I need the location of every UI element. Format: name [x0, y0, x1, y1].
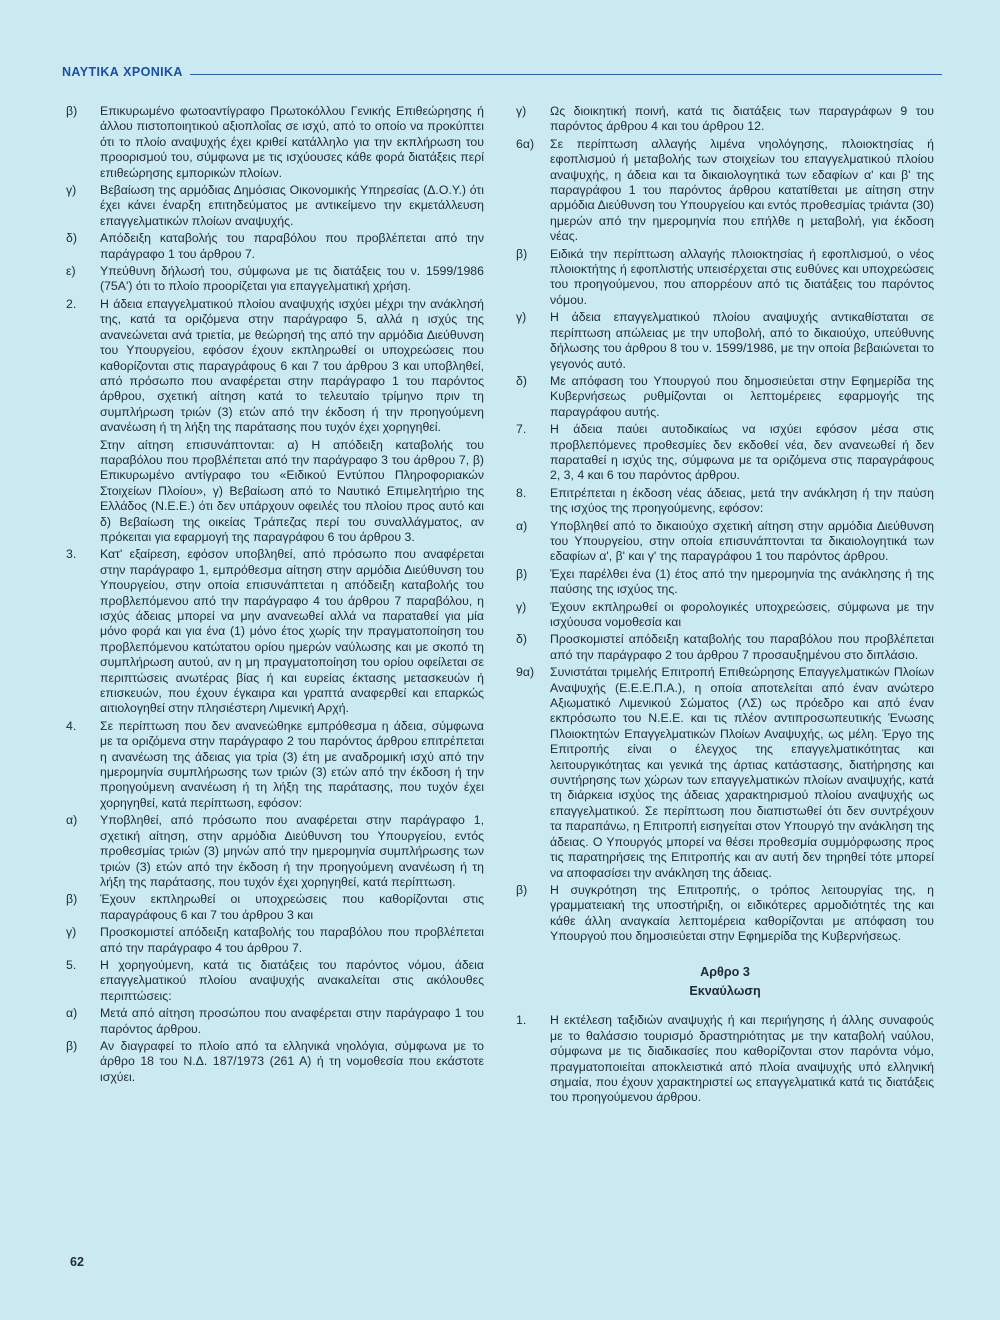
item-text: Υπεύθυνη δήλωσή του, σύμφωνα με τις διατάξεις του ν. 1599/1986 (75Α') ότι το πλοίο προορίζεται για επαγγελματική χρήση. — [100, 264, 484, 294]
paragraph: Στην αίτηση επισυνάπτονται: α) Η απόδειξη καταβολής του παραβόλου που προβλέπεται από την παράγραφο 3 του άρθρου 7, β) Επικυρωμένο αντίγραφο του «Ειδικού Εντύπου Πληροφοριακών Στοιχείων Πλοίου», γ) Βεβαίωση από το Ναυτικό Επιμελητήριο της Ελλάδος (Ν.Ε.Ε.) ότι δεν υπάρχουν οφειλές του πλοίου προς αυτό και δ) Βεβαίωση της οικείας Τράπεζας περί του συναλλάγματος, αν πρόκειται για εφαρμογή της παραγράφου 6 του άρθρου 3. — [100, 437, 484, 544]
item-label: γ) — [516, 104, 527, 118]
item-label: β) — [516, 246, 528, 261]
paragraph — [66, 547, 484, 716]
item-text: Συνιστάται τριμελής Επιτροπή Επιθεώρησης Επαγγελματικών Πλοίων Αναψυχής (Ε.Ε.Ε.Π.Α.), η οποία αποτελείται από έναν ανώτερο Αξιωματικό Λιμενικού Σώματος (ΛΣ) ως πρόεδρο και από έναν εκπρόσωπο του Ν.Ε.Ε. και τις πλέον αντιπροσωπευτικής Ένωσης Πλοιοκτητών Επαγγελματικών Πλοίων Αναψυχής, ως μέλη. Έργο της Επιτροπής είναι ο έλεγχος της επαγγελματικότητας και λειτουργικότητας και γενικά της άρτιας κατάστασης, διατήρησης και συντήρησης των χώρων των επαγγελματικών πλοίων αναψυχής, κατά τη διάρκεια ισχύος της άδειας χαρακτηρισμού πλοίου αναψυχής ως επαγγελματικού. Σε περίπτωση που διαπιστωθεί ότι δεν συντρέχουν τα παραπάνω, η Επιτροπή εισηγείται στον Υπουργό την ανάκληση της άδειας. Ο Υπουργός μπορεί να θέσει προθεσμία συμμόρφωσης προς τις παρατηρήσεις της Επιτροπής και αν αυτή δεν τηρηθεί τότε μπορεί να αποφασίσει την ανάκληση της άδειας. — [550, 665, 934, 880]
paragraph — [66, 813, 484, 890]
paragraph — [516, 883, 934, 945]
paragraph — [516, 104, 934, 135]
paragraph — [66, 1006, 484, 1037]
item-label: 5. — [66, 957, 77, 972]
item-text: Υποβληθεί από το δικαιούχο σχετική αίτηση στην αρμόδια Διεύθυνση του Υπουργείου, στην οποία επισυνάπτονται τα δικαιολογητικά των εδαφίων α', β' και γ' της παραγράφου 1 του παρόντος άρθρου. — [550, 518, 934, 564]
magazine-title: ΝΑΥΤΙΚΑ ΧΡΟΝΙΚΑ — [62, 65, 183, 79]
item-text: Αν διαγραφεί το πλοίο από τα ελληνικά νηολόγια, σύμφωνα με το άρθρο 18 του Ν.Δ. 187/1973 (261 Α) ή τη νομοθεσία που εκάστοτε ισχύει. — [100, 1038, 484, 1084]
item-label: β) — [66, 892, 78, 907]
item-text: Επιτρέπεται η έκδοση νέας άδειας, μετά την ανάκληση ή την παύση της ισχύος της προηγούμενης, εφόσον: — [550, 485, 934, 516]
right-column-top — [516, 104, 934, 945]
paragraph — [516, 665, 934, 881]
item-label: γ) — [66, 925, 77, 940]
item-label: β) — [66, 1038, 78, 1053]
item-label: δ) — [516, 632, 527, 647]
item-text: Η εκτέλεση ταξιδιών αναψυχής ή και περιήγησης ή άλλης συναφούς με το θαλάσσιο τουρισμό δραστηριότητας με την καταβολή ναύλου, σύμφωνα με τις διαδικασίες που καθορίζονται στον παρόντα νόμο, πραγματοποιείται αποκλειστικά από πλοία αναψυχής υπό ελληνική σημαία, που έχουν χαρακτηριστεί ως επαγγελματικά κατά τις διατάξεις του προηγούμενου άρθρου. — [550, 1013, 934, 1105]
item-text: Βεβαίωση της αρμόδιας Δημόσιας Οικονομικής Υπηρεσίας (Δ.Ο.Υ.) ότι έχει κάνει έναρξη επιτηδεύματος με αντικείμενο την εκμετάλλευση επαγγελματικών πλοίων αναψυχής. — [100, 183, 484, 228]
item-label: 9α) — [516, 665, 535, 680]
paragraph — [66, 264, 484, 295]
paragraph — [66, 958, 484, 1004]
paragraph — [66, 297, 484, 436]
paragraph — [516, 247, 934, 309]
item-text: Υποβληθεί, από πρόσωπο που αναφέρεται στην παράγραφο 1, σχετική αίτηση, στην αρμόδια Διεύθυνση του Υπουργείου, εντός προθεσμίας τριών (3) μηνών από την ημερομηνία συμπλήρωσης των τριών (3) ετών από την έκδοση ή την προηγούμενη ανανέωση ή τη λήξη της παράτασης, που τυχόν έχει χορηγηθεί, κατά περίπτωση. — [100, 813, 484, 889]
paragraph — [516, 422, 934, 484]
item-label: ε) — [66, 264, 76, 279]
paragraph — [516, 310, 934, 372]
item-label: 1. — [516, 1013, 527, 1028]
paragraph — [516, 1013, 934, 1105]
item-text: Η άδεια επαγγελματικού πλοίου αναψυχής ισχύει μέχρι την ανάκλησή της, κατά τα οριζόμενα στην παράγραφο 5, αλλά η ισχύς της ανανεώνεται ανά τριετία, με θεώρησή της από την αρμόδια Διεύθυνση του Υπουργείου, εφόσον έχουν εκπληρωθεί οι υποχρεώσεις που καθορίζονται στις παραγράφους 6 και 7 του άρθρου 3 και υποβληθεί, από πρόσωπο που αναφέρεται στην παράγραφο 1 του παρόντος άρθρου, σχετική αίτηση κατά το τελευταίο τρίμηνο πριν τη συμπλήρωση τριών (3) ετών από την έκδοση ή την προηγούμενη ανανέωση ή τη λήξη της παράτασης που τυχόν έχει χορηγηθεί. — [100, 296, 484, 435]
item-text: Επικυρωμένο φωτοαντίγραφο Πρωτοκόλλου Γενικής Επιθεώρησης ή άλλου πιστοποιητικού αξιοπλοΐας σε ισχύ, από το οποίο να προκύπτει ότι το πλοίο αναψυχής έχει κριθεί κατάλληλο για την εκπλήρωση του προορισμού του, σύμφωνα με τις ισχύουσες κάθε φορά διατάξεις περί επιθεώρησης εμπορικών πλοίων. — [100, 104, 484, 180]
item-text: Έχουν εκπληρωθεί οι φορολογικές υποχρεώσεις, σύμφωνα με την ισχύουσα νομοθεσία και — [550, 599, 934, 629]
item-text: Με απόφαση του Υπουργού που δημοσιεύεται στην Εφημερίδα της Κυβερνήσεως ρυθμίζονται οι λεπτομέρειες εφαρμογής της παραγράφου αυτής. — [550, 373, 934, 419]
item-text: Η συγκρότηση της Επιτροπής, ο τρόπος λειτουργίας της, η γραμματειακή της υποστήριξη, οι ειδικότερες αρμοδιότητές της και κάθε άλλη αναγκαία λεπτομέρεια καθορίζονται με απόφαση του Υπουργού που δημοσιεύεται στην Εφημερίδα της Κυβερνήσεως. — [550, 882, 934, 944]
paragraph — [66, 719, 484, 811]
item-label: β) — [516, 566, 528, 581]
page-number: 62 — [70, 1255, 84, 1269]
item-label: δ) — [66, 231, 77, 246]
item-label: γ) — [516, 310, 527, 325]
item-label: 6α) — [516, 136, 535, 151]
item-text: Η άδεια επαγγελματικού πλοίου αναψυχής αντικαθίσταται σε περίπτωση απώλειας με την υποβολή, από το δικαιούχο, υπεύθυνης δήλωσης του άρθρου 8 του ν. 1599/1986, με την οποία βεβαιώνεται το γεγονός αυτό. — [550, 310, 934, 371]
item-label: 3. — [66, 547, 77, 562]
paragraph — [516, 374, 934, 420]
paragraph — [516, 519, 934, 565]
item-label: α) — [66, 1006, 78, 1021]
paragraph — [66, 1039, 484, 1085]
paragraph — [516, 137, 934, 245]
item-text: Κατ' εξαίρεση, εφόσον υποβληθεί, από πρόσωπο που αναφέρεται στην παράγραφο 1, εμπρόθεσμα αίτηση στην αρμόδια Διεύθυνση του Υπουργείου, στην οποία επισυνάπτεται η απόδειξη καταβολής του προβλεπόμενου από την παράγραφο 4 του άρθρου 7 παραβόλου, η ισχύς άδειας μπορεί να μην ανανεωθεί αλλά να παραταθεί για μία μόνο φορά και για ένα (1) μόνο έτος χωρίς την πραγματοποίηση του προβλεπόμενου κατώτατου ορίου ημερών ναύλωσης και με σκοπό τη συμπλήρωση αυτού, αν η μη πραγματοποίηση του ορίου οφείλεται σε περιπτώσεις ανωτέρας βίας ή και ευρείας έκτασης μετασκευών ή επισκευών, που έχουν έγκαιρα και γραπτά αναφερθεί και επαρκώς αιτιολογηθεί στην πλησιέστερη Λιμενική Αρχή. — [100, 547, 484, 716]
item-text: Προσκομιστεί απόδειξη καταβολής του παραβόλου που προβλέπεται από την παράγραφο 4 του άρθρου 7. — [100, 925, 484, 955]
item-text: Η άδεια παύει αυτοδικαίως να ισχύει εφόσον μέσα στις προβλεπόμενες προθεσμίες δεν εκδοθεί νέα, δεν ανανεωθεί ή δεν παραταθεί η ισχύς της, σύμφωνα με τα οριζόμενα στις παραγράφους 2, 3, 4 και 6 του παρόντος άρθρου. — [550, 422, 934, 483]
item-text: Μετά από αίτηση προσώπου που αναφέρεται στην παράγραφο 1 του παρόντος άρθρου. — [100, 1006, 484, 1036]
item-text: Σε περίπτωση που δεν ανανεώθηκε εμπρόθεσμα η άδεια, σύμφωνα με τα οριζόμενα στην παράγραφο 2 του παρόντος άρθρου επιτρέπεται η ανανέωση της άδειας για τρία (3) έτη με αναδρομική ισχύ από την ημερομηνία συμπλήρωσης των τριών (3) ετών από την έκδοση ή την προηγούμενη ανανέωση ή τη λήξη της παράτασης, που τυχόν έχει χορηγηθεί, κατά περίπτωση, εφόσον: — [100, 718, 484, 810]
item-label: α) — [516, 518, 528, 533]
article-title: Αρθρο 3 — [700, 964, 750, 979]
item-label: 4. — [66, 718, 77, 733]
running-header — [62, 62, 942, 82]
right-column — [516, 104, 934, 1108]
item-text: Σε περίπτωση αλλαγής λιμένα νηολόγησης, πλοιοκτησίας ή εφοπλισμού ή μεταβολής των στοιχείων του επαγγελματικού πλοίου αναψυχής, η άδεια και τα δικαιολογητικά των εδαφίων α' και β' της παραγράφου 1 του παρόντος άρθρου κατατίθεται με αίτηση στην αρμόδια Διεύθυνση του Υπουργείου και εντός προθεσμίας τριάντα (30) ημερών από την ημερομηνία που επήλθε η μεταβολή, για έκδοση νέας. — [550, 136, 934, 244]
item-label: γ) — [66, 183, 77, 198]
item-text: Έχουν εκπληρωθεί οι υποχρεώσεις που καθορίζονται στις παραγράφους 6 και 7 του άρθρου 3 και — [100, 892, 484, 922]
item-text: Ως διοικητική ποινή, κατά τις διατάξεις των παραγράφων 9 του παρόντος άρθρου 4 και του άρθρου 12. — [550, 104, 934, 134]
item-label: α) — [66, 813, 78, 828]
paragraph — [66, 925, 484, 956]
item-label: 8. — [516, 485, 527, 500]
item-label: 7. — [516, 422, 527, 437]
item-label: γ) — [516, 599, 527, 614]
right-column-bottom — [516, 1013, 934, 1105]
item-text: Έχει παρέλθει ένα (1) έτος από την ημερομηνία της ανάκλησης ή της παύσης της ισχύος της. — [550, 566, 934, 597]
paragraph — [66, 183, 484, 229]
header-rule — [190, 74, 942, 75]
item-label: β) — [516, 882, 528, 897]
item-text: Ειδικά την περίπτωση αλλαγής πλοιοκτησίας ή εφοπλισμού, ο νέος πλοιοκτήτης ή εφοπλιστής υπεισέρχεται στις ευθύνες και υποχρεώσεις του προηγούμενου, που απορρέουν από τις διατάξεις του παρόντος νόμου. — [550, 246, 934, 307]
item-label: 2. — [66, 296, 77, 311]
paragraph — [516, 600, 934, 631]
paragraph — [516, 632, 934, 663]
item-label: β) — [66, 104, 78, 118]
item-text: Η χορηγούμενη, κατά τις διατάξεις του παρόντος νόμου, άδεια επαγγελματικού πλοίου αναψυχής ανακαλείται στις ακόλουθες περιπτώσεις: — [100, 957, 484, 1003]
paragraph — [66, 892, 484, 923]
item-text: Απόδειξη καταβολής του παραβόλου που προβλέπεται από την παράγραφο 1 του άρθρου 7. — [100, 231, 484, 261]
article-subtitle: Εκναύλωση — [689, 983, 761, 998]
paragraph — [66, 231, 484, 262]
paragraph — [516, 486, 934, 517]
item-text: Προσκομιστεί απόδειξη καταβολής του παραβόλου που προβλέπεται από την παράγραφο 2 του άρθρου 7 προσαυξημένου στο διπλάσιο. — [550, 632, 934, 662]
item-label: δ) — [516, 373, 527, 388]
paragraph — [516, 567, 934, 598]
left-column — [66, 104, 484, 1087]
paragraph — [66, 104, 484, 181]
